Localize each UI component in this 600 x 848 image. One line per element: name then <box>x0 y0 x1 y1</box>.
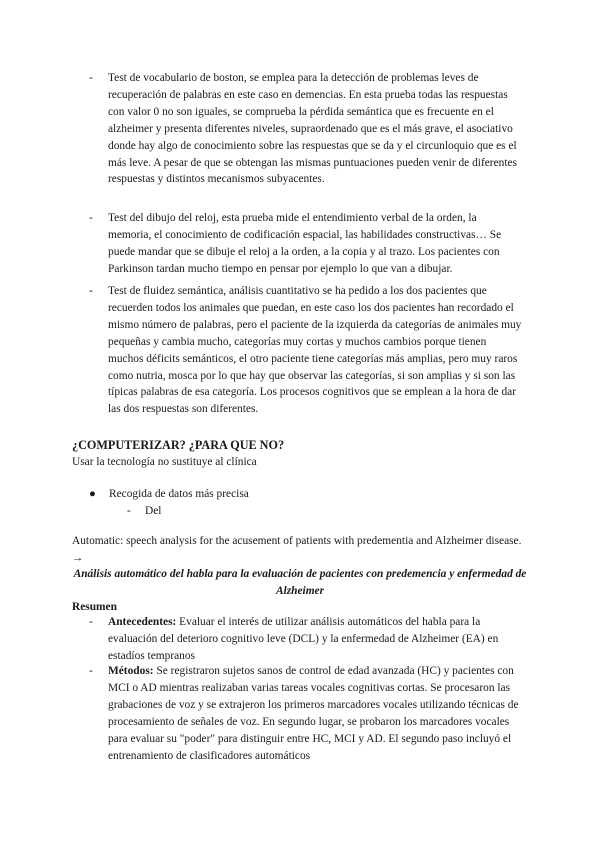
dash-marker: - <box>89 72 93 84</box>
paper-title: Análisis automático del habla para la evaluación de pacientes con predemencia y enfermedad de Alzheimer <box>73 568 527 597</box>
resumen-item-label: Métodos: <box>108 665 154 677</box>
dash-marker: - <box>89 665 93 677</box>
resumen-item-label: Antecedentes: <box>108 616 177 628</box>
sub-dash-text: Del <box>145 505 162 517</box>
sub-dash-item <box>127 503 161 520</box>
resumen-item-body: Evaluar el interés de utilizar análisis automáticos del habla para la evaluación del deterioro cognitivo leve (DCL) y la enfermedad de Alzheimer (EA) en estadíos tempranos <box>108 616 499 662</box>
resumen-item-body: Se registraron sujetos sanos de control de edad avanzada (HC) y pacientes con MCI o AD mientras realizaban varias tareas vocales cognitivas cortas. Se procesaron las grabaciones de voz y se extrajeron los primeros marcadores vocales utilizando técnicas de procesamiento de señales de voz. En segundo lugar, se probaron los marcadores vocales para evaluar su "poder" para distinguir entre HC, MCI y AD. El segundo paso incluyó el entrenamiento de clasificadores automáticos <box>108 665 519 762</box>
resumen-item-metodos <box>72 663 522 764</box>
bullet-dot-icon: ● <box>89 488 96 500</box>
list-item-text: Test de fluidez semántica, análisis cuantitativo se ha pedido a los dos pacientes que recuerden todos los animales que puedan, en este caso los dos pacientes han recordado el mismo número de palabras, pero el paciente de la izquierda da categorías de animales muy pequeñas y cambia mucho, categorías muy cortas y muchos cambios porque tienen muchos déficits semánticos, el otro paciente tiene categorías más amplias, pero muy raros como nutria, mosca por lo que hay que observar las categorías, si son amplias y si son las típicas palabras de esa categoría. Los procesos cognitivos que se emplean a la hora de dar las dos respuestas son diferentes. <box>108 285 522 416</box>
section-heading: ¿COMPUTERIZAR? ¿PARA QUE NO? <box>72 438 285 452</box>
dash-marker: - <box>89 212 93 224</box>
dash-marker: - <box>127 505 131 517</box>
list-item-semantic-fluency <box>72 283 522 418</box>
automatic-reference-line: Automatic: speech analysis for the acusement of patients with predementia and Alzheimer disease. → <box>72 535 522 564</box>
resumen-item-text <box>108 614 522 665</box>
resumen-label: Resumen <box>72 601 117 613</box>
resumen-item-antecedentes <box>72 614 522 665</box>
dash-marker: - <box>89 616 93 628</box>
list-item-vocabulary-test <box>72 70 522 188</box>
bullet-text: Recogida de datos más precisa <box>109 488 249 500</box>
resumen-item-text <box>108 663 522 764</box>
dash-marker: - <box>89 285 93 297</box>
list-item-clock-test <box>72 210 522 278</box>
section-subline: Usar la tecnología no sustituye al clínica <box>72 456 257 468</box>
bullet-item <box>89 486 249 503</box>
list-item-text: Test de vocabulario de boston, se emplea para la detección de problemas leves de recuperación de palabras en este caso en demencias. En esta prueba todas las respuestas con valor 0 no son iguales, se comprueba la pérdida semántica que es frecuente en el alzheimer y presenta diferentes niveles, supraordenado que es el más grave, el asociativo donde hay algo de conocimiento sobre las respuestas que se da y el circunloquio que es el más leve. A pesar de que se obtengan las mismas puntuaciones pueden venir de diferentes respuestas y distintos mecanismos subyacentes. <box>108 72 517 186</box>
list-item-text: Test del dibujo del reloj, esta prueba mide el entendimiento verbal de la orden, la memoria, el conocimiento de codificación espacial, las habilidades constructivas… Se puede mandar que se dibuje el reloj a la orden, a la copia y al trazo. Los pacientes con Parkinson tardan mucho tiempo en pensar por ejemplo lo que van a dibujar. <box>108 212 502 275</box>
